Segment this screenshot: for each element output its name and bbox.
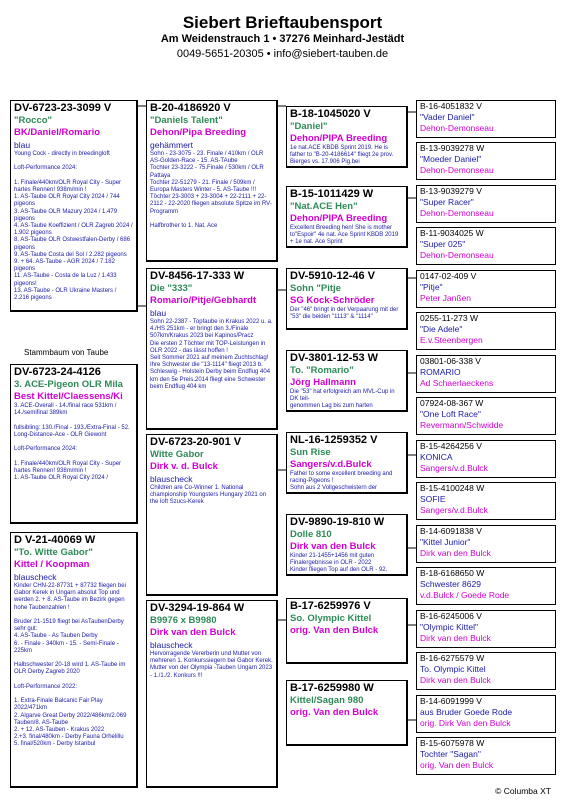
ring-number: DV-6723-23-3099 V <box>14 102 112 114</box>
ring-number: B-13-9039278 W <box>420 143 485 153</box>
copyright-footer: © Columba XT <box>495 786 551 796</box>
gen2-pigeon-card <box>146 434 278 596</box>
gen3-pigeon-card <box>286 598 408 664</box>
owner-name: Dirk van den Bulck <box>290 541 376 552</box>
owner-name: Dehon/Pipa Breeding <box>150 127 247 138</box>
owner-name: Sangers/v.d.Bulck <box>290 459 372 470</box>
owner-name: Sangers/v.d.Bulck <box>420 463 488 473</box>
ring-number: DV-9890-19-810 W <box>290 516 385 528</box>
pigeon-name: "One Loft Race" <box>420 409 481 419</box>
ring-number: DV-3294-19-864 W <box>150 602 245 614</box>
ring-number: DV-3801-12-53 W <box>290 352 379 364</box>
pigeon-name: "Daniel" <box>290 121 328 132</box>
gen4-pigeon-card <box>416 482 556 520</box>
gen4-pigeon-card <box>416 652 556 690</box>
gen4-pigeon-card <box>416 185 556 223</box>
ring-number: B-20-4186920 V <box>150 102 231 114</box>
plumage-color: blauscheck <box>14 572 57 582</box>
owner-name: E.v.Steenbergen <box>420 335 483 345</box>
owner-name: Dehon-Demonseau <box>420 123 494 133</box>
pigeon-name: "Die Adele" <box>420 324 463 334</box>
gen3-pigeon-card <box>286 680 408 746</box>
gen2-pigeon-card <box>146 268 278 430</box>
pigeon-name: "Super 025" <box>420 239 466 249</box>
pigeon-name: Sun Rise <box>290 447 331 458</box>
breeder-address: Am Weidenstrauch 1 • 37276 Meinhard-Jestädt <box>160 33 405 45</box>
owner-name: orig. Dirk Van den Bulck <box>420 718 511 728</box>
ring-number: B-17-6259976 V <box>290 600 371 612</box>
performance-notes: Father to some excellent breeding and racing-Pigeons ! Sohn aus 2 Vollgeschwistern der <box>290 471 393 492</box>
owner-name: orig. Van den Bulck <box>290 625 379 636</box>
pigeon-name: Die "333" <box>150 283 193 294</box>
performance-notes: Sohn 22-2387 - Topfaube in Krakus 2022 u. a. 4./HS 251km - er bringt den 3./Finale 507km/Krakus 2023 bei Kapinos/Pracz Die ersten 2 Töchter mit TOP-Leistungen in OLR 2022 - das lässt hoffen ! Seit Sommer 2021 auf meinem Zuchtschlag! Ihre Schwester die "13-1114" fliegt 2013 b. Schleswig - Holstein Derby beim Endflug 404 km den 5e Preis.2014 fliegt eine Schwester beim Endflug 404 km <box>150 319 273 390</box>
gen3-pigeon-card <box>286 106 408 168</box>
ring-number: B-16-4051832 V <box>420 101 482 111</box>
gen4-pigeon-card <box>416 312 556 350</box>
pigeon-name: "Nat.ACE Hen" <box>290 201 358 212</box>
pigeon-name: KONICA <box>420 452 453 462</box>
owner-name: Romario/Pitje/Gebhardt <box>150 295 257 306</box>
owner-name: Dirk v. d. Bulck <box>150 461 218 472</box>
owner-name: Kittel / Koopman <box>14 559 90 570</box>
ring-number: 0147-02-409 V <box>420 271 477 281</box>
gen3-pigeon-card <box>286 514 408 576</box>
ring-number: B-13-9039279 V <box>420 186 482 196</box>
performance-notes: Kinder 21-1455+1456 mit guten Finalergebnisse in OLR - 2022 Kinder fliegen Top auf den OLR - 92. <box>290 553 388 574</box>
gen3-pigeon-card <box>286 268 408 330</box>
pigeon-name: aus Bruder Goede Rode <box>420 707 513 717</box>
gen4-pigeon-card <box>416 142 556 180</box>
pigeon-name: ROMARIO <box>420 367 461 377</box>
pigeon-name: "Moeder Daniel" <box>420 154 482 164</box>
pigeon-name: Tochter "Sagan" <box>420 749 481 759</box>
pigeon-name: 3. ACE-Pigeon OLR Mila <box>14 379 123 390</box>
ring-number: B-15-1011429 W <box>290 188 374 200</box>
owner-name: Dehon-Demonseau <box>420 165 494 175</box>
pigeon-name: "To. Witte Gabor" <box>14 547 93 558</box>
ring-number: B-18-1045020 V <box>290 108 371 120</box>
owner-name: Ad Schaerlaeckens <box>420 378 494 388</box>
performance-notes: Die "53" hat erfolgreich am MVL-Cup in DK teil- genommen Lag bis zum harten <box>290 389 395 410</box>
ring-number: B-16-6275579 W <box>420 653 485 663</box>
ring-number: DV-5910-12-46 V <box>290 270 375 282</box>
owner-name: Jörg Hallmann <box>290 377 356 388</box>
gen4-pigeon-card <box>416 525 556 563</box>
ring-number: 03801-06-338 V <box>420 356 481 366</box>
performance-notes: Children are Co-Winner 1. National championship Youngsters Hungary 2021 on the loft Szucs-Kerek <box>150 485 267 506</box>
ring-number: D V-21-40069 W <box>14 534 96 546</box>
owner-name: Dehon-Demonseau <box>420 250 494 260</box>
pigeon-name: To. "Romario" <box>290 365 354 376</box>
performance-notes: Der "46" bringt in der Verpaarung mit der "53" die beiden "1113" & "1114" <box>290 307 399 321</box>
performance-notes: Young Cock - directly in breedingloft Loft-Performance 2024: 1. Finale/440km/OLR Royal City - Super hartes Rennen! 938m/min ! 1. AS-Taube OLR Royal City 2024 / 744 pigeons 3. AS-Taube OLR Mazury 2024 / 1.479 pigeons 4. AS-Taube Koeffizient / OLR Zagreb 2024 / 1.902 pigeons 8. AS-Taube OLR Ostwestfalen-Derby / 686 pigeons 9. AS-Taube Costa del Sol / 2.282 pigeons 9. + 64. AS-Taube - AGR 2024 / 7.182 pigeons 11. AS-Taube - Costa de la Luz / 1.433 pigeons! 13. AS-Taube - OLR Ukraine Masters / 2.216 pigeons <box>14 151 133 302</box>
gen4-pigeon-card <box>416 737 556 775</box>
owner-name: Best Kittel/Claessens/Ki <box>14 391 123 402</box>
plumage-color: gehämmert <box>150 140 193 150</box>
ring-number: DV-6723-20-901 V <box>150 436 242 448</box>
gen4-pigeon-card <box>416 397 556 435</box>
ring-number: B-17-6259980 W <box>290 682 374 694</box>
gen1-pigeon-card <box>10 532 138 788</box>
gen4-pigeon-card <box>416 355 556 393</box>
performance-notes: Excellent Breeding hen! She is mother to"Espoir" 4e nat. Ace Sprint KBDB 2019 + 1e nat. Ace Sprint <box>290 225 399 246</box>
owner-name: orig. Van den Bulck <box>290 707 379 718</box>
gen4-pigeon-card <box>416 695 556 733</box>
ring-number: B-14-6091999 V <box>420 696 482 706</box>
ring-number: B-11-9034025 W <box>420 228 484 238</box>
pigeon-name: SOFIE <box>420 494 446 504</box>
owner-name: Sangers/v.d.Bulck <box>420 505 488 515</box>
ring-number: B-15-6075978 W <box>420 738 485 748</box>
pigeon-name: So. Olympic Kittel <box>290 613 372 624</box>
gen4-pigeon-card <box>416 100 556 138</box>
ring-number: DV-6723-24-4126 <box>14 366 101 378</box>
pigeon-name: "Vader Daniel" <box>420 112 475 122</box>
pigeon-name: Schwester 8629 <box>420 579 481 589</box>
gen3-pigeon-card <box>286 186 408 248</box>
pigeon-name: To. Olympic Kittel <box>420 664 486 674</box>
pigeon-name: "Daniels Talent" <box>150 115 223 126</box>
owner-name: Dehon/PIPA Breeding <box>290 133 388 144</box>
performance-notes: Kinder CHN-22-87731 + 87732 fliegen bei Gabor Kerek in Ungarn absolut Top und werden 2. + 8. AS-Taube im Bezirk gegen hohe Taubenzahlen ! Bruder 21-1519 fliegt bei AsTaubenDerby sehr gut: 4. AS-Taube - As Tauben Derby 6. - Finale - 340km - 15. - Semi-Finale - 225km Halbschwester 20-18 wird 1. AS-Taube im OLR Derby Zagreb 2020 Loft-Performance 2022: 1. Extra-Finale Balcanic Fair Play 2022/471km 2. Algarve Great Derby 2022/486km/2.069 Tauben/8. AS-Taube 2. + 12. AS-Tauben - Krakus 2022 2.+3. final/480km - Derby Fauna Orhelillu 5. final/520km - Derby Istanbul <box>14 583 127 748</box>
owner-name: v.d.Bulck / Goede Rode <box>420 590 510 600</box>
owner-name: BK/Daniel/Romario <box>14 127 101 138</box>
gen3-pigeon-card <box>286 432 408 494</box>
pigeon-name: Witte Gabor <box>150 449 204 460</box>
owner-name: Revermann/Schwidde <box>420 420 504 430</box>
gen4-pigeon-card <box>416 610 556 648</box>
plumage-color: blauscheck <box>150 474 193 484</box>
ring-number: NL-16-1259352 V <box>290 434 378 446</box>
ring-number: B-18-6168650 W <box>420 568 485 578</box>
gen4-pigeon-card <box>416 567 556 605</box>
gen1-pigeon-card <box>10 364 138 524</box>
pigeon-name: Dolle 810 <box>290 529 332 540</box>
pigeon-name: "Pitje" <box>420 282 443 292</box>
gen4-pigeon-card <box>416 440 556 478</box>
breeder-contact: 0049-5651-20305 • info@siebert-tauben.de <box>176 48 389 60</box>
gen2-pigeon-card <box>146 600 278 788</box>
gen4-pigeon-card <box>416 270 556 308</box>
owner-name: Peter Janßen <box>420 293 472 303</box>
pigeon-name: "Super Racer" <box>420 197 474 207</box>
gen4-pigeon-card <box>416 227 556 265</box>
performance-notes: 1e nat.ACE KBDB Sprint 2019. He is father to "B-20-4186614" fliegt 2e prov. Bierges vs. 17.906 Pig.bei <box>290 145 394 166</box>
ring-number: B-15-4100248 W <box>420 483 485 493</box>
ring-number: B-15-4264256 V <box>420 441 482 451</box>
ring-number: 0255-11-273 W <box>420 313 478 323</box>
owner-name: Dirk van den Bulck <box>420 633 491 643</box>
ring-number: DV-8456-17-333 W <box>150 270 245 282</box>
owner-name: Dirk van den Bulck <box>420 675 491 685</box>
ring-number: B-16-6245006 V <box>420 611 482 621</box>
performance-notes: Hervorragende Vererberin und Mutter von mehreren 1. Konkurssiegern bei Gabor Kerek. Mutter von der Olympia -Tauben Ungarn 2023 - 1./1./2. Konkurs !!! <box>150 651 273 679</box>
owner-name: Dirk van den Bulck <box>420 548 491 558</box>
plumage-color: blauscheck <box>150 640 193 650</box>
owner-name: Dehon-Demonseau <box>420 208 494 218</box>
pigeon-name: "Kittel Junior" <box>420 537 471 547</box>
plumage-color: blau <box>14 140 31 150</box>
pigeon-name: Sohn "Pitje <box>290 283 341 294</box>
ring-number: B-14-6091838 V <box>420 526 482 536</box>
gen2-pigeon-card <box>146 100 278 262</box>
pigeon-name: "Olympic Kittel" <box>420 622 478 632</box>
owner-name: Dehon/PIPA Breeding <box>290 213 388 224</box>
pigeon-name: "Rocco" <box>14 115 53 126</box>
pigeon-name: Kittel/Sagan 980 <box>290 695 364 706</box>
plumage-color: blau <box>150 308 167 318</box>
owner-name: orig. Van den Bulck <box>420 760 494 770</box>
performance-notes: Sohn - 23-3075 - 23. Finale / 410km / OLR AS-Golden-Race - 15. AS-TAube Tochter 23-3222 - 75.Finale / 530km / OLR Pattaya Tochter 22-51279 - 21. Finale / 509km / Europa Masters Winter - 5. AS-Taube !!! Töchter 23-3003 + 23-3004 + 22-2111 + 22-2112 - 22-2020 fliegen absolute Spitze im RV-Programm Halfbrother to 1. Nat. Ace <box>150 151 272 230</box>
breeder-name: Siebert Brieftaubensport <box>182 13 383 32</box>
gen3-pigeon-card <box>286 350 408 412</box>
owner-name: SG Kock-Schröder <box>290 295 375 306</box>
owner-name: Dirk van den Bulck <box>150 627 236 638</box>
gen1-pigeon-card <box>10 100 138 312</box>
pigeon-name: B9976 x B9980 <box>150 615 217 626</box>
performance-notes: 3. ACE-Overall - 14./final race 531km / 14./semifinal 389km fullsibling: 130./Final - 193./Extra-Final - 52. Long-Distance-Ace - OLR Giewont Loft-Performance 2024: 1. Finale/440km/OLR Royal City - Super hartes Rennen! 938m/min ! 1. AS-Taube OLR Royal City 2024 / <box>14 403 130 482</box>
pedigree-label: Stammbaum von Taube <box>24 348 109 357</box>
ring-number: 07924-08-367 W <box>420 398 484 408</box>
